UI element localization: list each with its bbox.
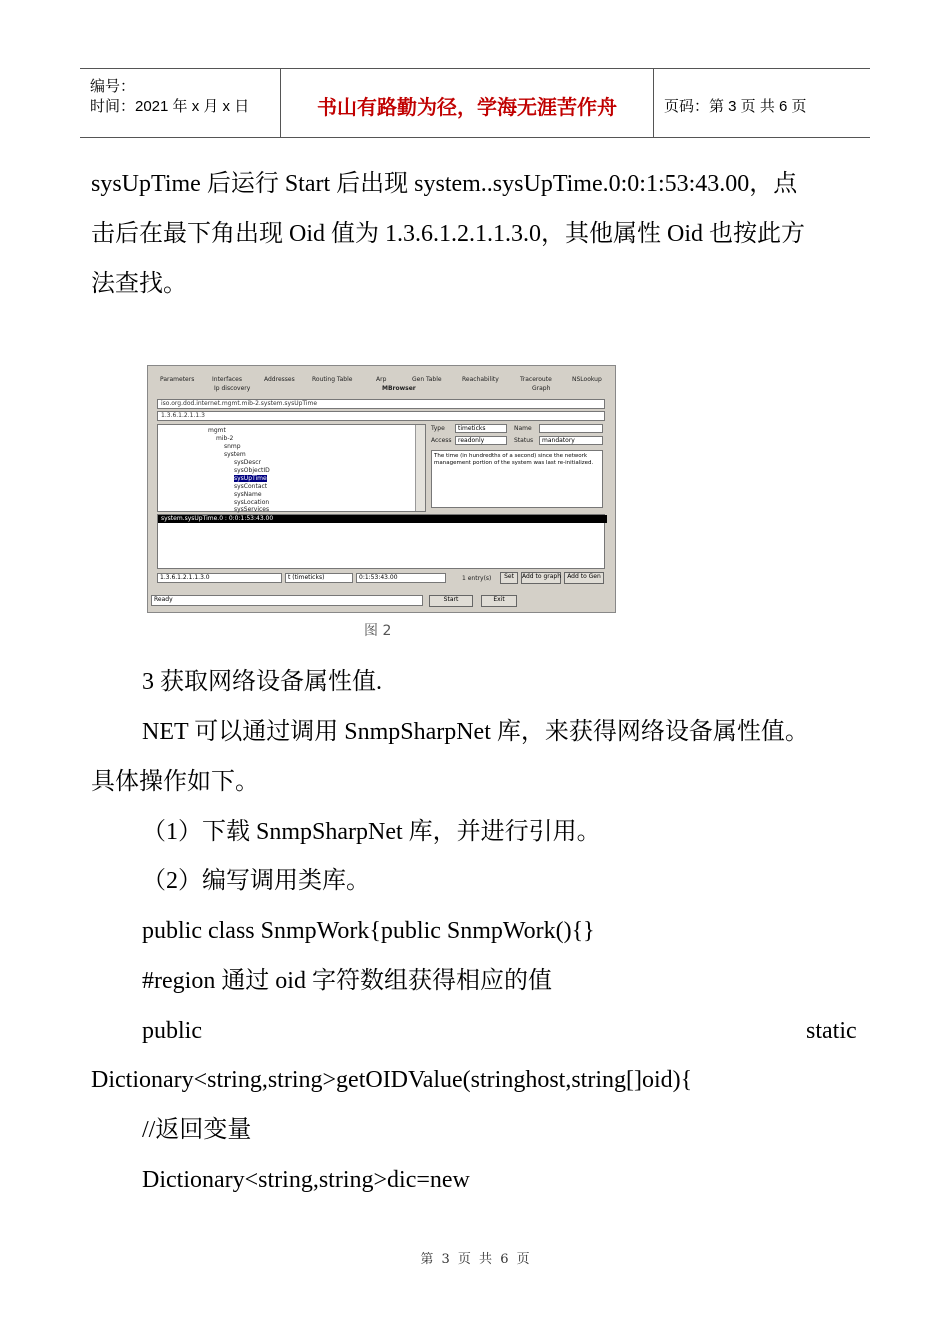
bottom-oid-field[interactable]: 1.3.6.1.2.1.1.3.0: [157, 573, 282, 583]
tree-node-sysservices[interactable]: sysServices: [234, 506, 270, 513]
code-line-3-left: public: [142, 1018, 202, 1044]
entries-count: 1 entry(s): [462, 575, 492, 582]
status-bar: Ready: [151, 595, 423, 606]
tree-node-snmp[interactable]: snmp: [224, 443, 241, 450]
tab-arp[interactable]: Arp: [376, 376, 387, 383]
status-field: mandatory: [539, 436, 603, 445]
value-field[interactable]: 0:1:53:43.00: [356, 573, 446, 583]
type-label: Type: [431, 425, 445, 432]
code-line-2: #region 通过 oid 字符数组获得相应的值: [142, 968, 552, 994]
header-table: [80, 68, 870, 138]
tab-mbrowser[interactable]: MBrowser: [382, 385, 416, 392]
step-1: （1）下载 SnmpSharpNet 库，并进行引用。: [142, 819, 601, 845]
tree-scrollbar[interactable]: [415, 425, 425, 511]
step-2: （2）编写调用类库。: [142, 868, 370, 894]
tree-node-mib2[interactable]: mib-2: [216, 435, 234, 442]
code-line-4: Dictionary<string,string>getOIDValue(stringhost,string[]oid){: [91, 1067, 693, 1093]
tree-node-system[interactable]: system: [224, 451, 246, 458]
tree-node-sysobjectid[interactable]: sysObjectID: [234, 467, 270, 474]
page-info: 页码：第 3 页 共 6 页: [664, 98, 807, 115]
intro-line-2: 击后在最下角出现 Oid 值为 1.3.6.1.2.1.1.3.0，其他属性 Oid 也按此方: [91, 221, 805, 247]
tab-traceroute[interactable]: Traceroute: [520, 376, 552, 383]
result-row[interactable]: system.sysUpTime.0 : 0:0:1:53:43.00: [158, 515, 607, 523]
tree-node-mgmt[interactable]: mgmt: [208, 427, 226, 434]
mib-tree-pane[interactable]: [157, 424, 426, 512]
header-center-cell: [281, 69, 654, 137]
figure-screenshot: [147, 365, 616, 613]
access-field: readonly: [455, 436, 507, 445]
code-line-1: public class SnmpWork{public SnmpWork(){}: [142, 918, 595, 944]
tree-node-syslocation[interactable]: sysLocation: [234, 499, 270, 506]
type-select[interactable]: t (timeticks): [285, 573, 353, 583]
path-field[interactable]: iso.org.dod.internet.mgmt.mib-2.system.sysUpTime: [157, 399, 605, 409]
description-box: The time (in hundredths of a second) since the network management portion of the system was last re-initialized.: [431, 450, 603, 508]
tab-ip-discovery[interactable]: Ip discovery: [214, 385, 251, 392]
tree-node-sysname[interactable]: sysName: [234, 491, 262, 498]
tab-parameters[interactable]: Parameters: [160, 376, 195, 383]
exit-button[interactable]: Exit: [481, 595, 517, 607]
start-button[interactable]: Start: [429, 595, 473, 607]
header-right-cell: [654, 69, 870, 137]
name-label: Name: [514, 425, 532, 432]
code-line-3-right: static: [806, 1018, 857, 1044]
motto: 书山有路勤为径，学海无涯苦作舟: [317, 95, 617, 119]
tree-node-sysuptime[interactable]: sysUpTime: [234, 475, 267, 482]
tab-gen-table[interactable]: Gen Table: [412, 376, 442, 383]
number-label: 编号：: [90, 78, 136, 95]
header-left-cell: [80, 69, 281, 137]
time-label: 时间：2021 年 x 月 x 日: [90, 98, 250, 115]
tree-node-sysdescr[interactable]: sysDescr: [234, 459, 262, 466]
page-footer: 第 3 页 共 6 页: [420, 1252, 530, 1267]
paragraph-1-line-1: NET 可以通过调用 SnmpSharpNet 库，来获得网络设备属性值。: [142, 719, 809, 745]
tab-strip: [154, 370, 606, 392]
tab-nslookup[interactable]: NSLookup: [572, 376, 602, 383]
tab-graph[interactable]: Graph: [532, 385, 551, 392]
figure-caption: 图 2: [364, 623, 392, 639]
oid-field[interactable]: 1.3.6.1.2.1.1.3: [157, 411, 605, 421]
tab-reachability[interactable]: Reachability: [462, 376, 499, 383]
name-field[interactable]: [539, 424, 603, 433]
tab-routing-table[interactable]: Routing Table: [312, 376, 353, 383]
status-label: Status: [514, 437, 534, 444]
type-field: timeticks: [455, 424, 507, 433]
tab-interfaces[interactable]: Interfaces: [212, 376, 242, 383]
intro-line-1: sysUpTime 后运行 Start 后出现 system..sysUpTime.0:0:1:53:43.00，点: [91, 171, 798, 197]
section-title: 3 获取网络设备属性值.: [142, 669, 382, 695]
add-to-graph-button[interactable]: Add to graph: [521, 572, 561, 584]
set-button[interactable]: Set: [500, 572, 518, 584]
add-to-gen-button[interactable]: Add to Gen: [564, 572, 604, 584]
intro-line-3: 法查找。: [91, 271, 187, 297]
code-line-6: Dictionary<string,string>dic=new: [142, 1167, 470, 1193]
results-pane[interactable]: [157, 514, 605, 569]
access-label: Access: [431, 437, 452, 444]
tree-node-syscontact[interactable]: sysContact: [234, 483, 268, 490]
tab-addresses[interactable]: Addresses: [264, 376, 295, 383]
paragraph-1-line-2: 具体操作如下。: [91, 769, 259, 795]
code-line-5: //返回变量: [142, 1117, 252, 1143]
